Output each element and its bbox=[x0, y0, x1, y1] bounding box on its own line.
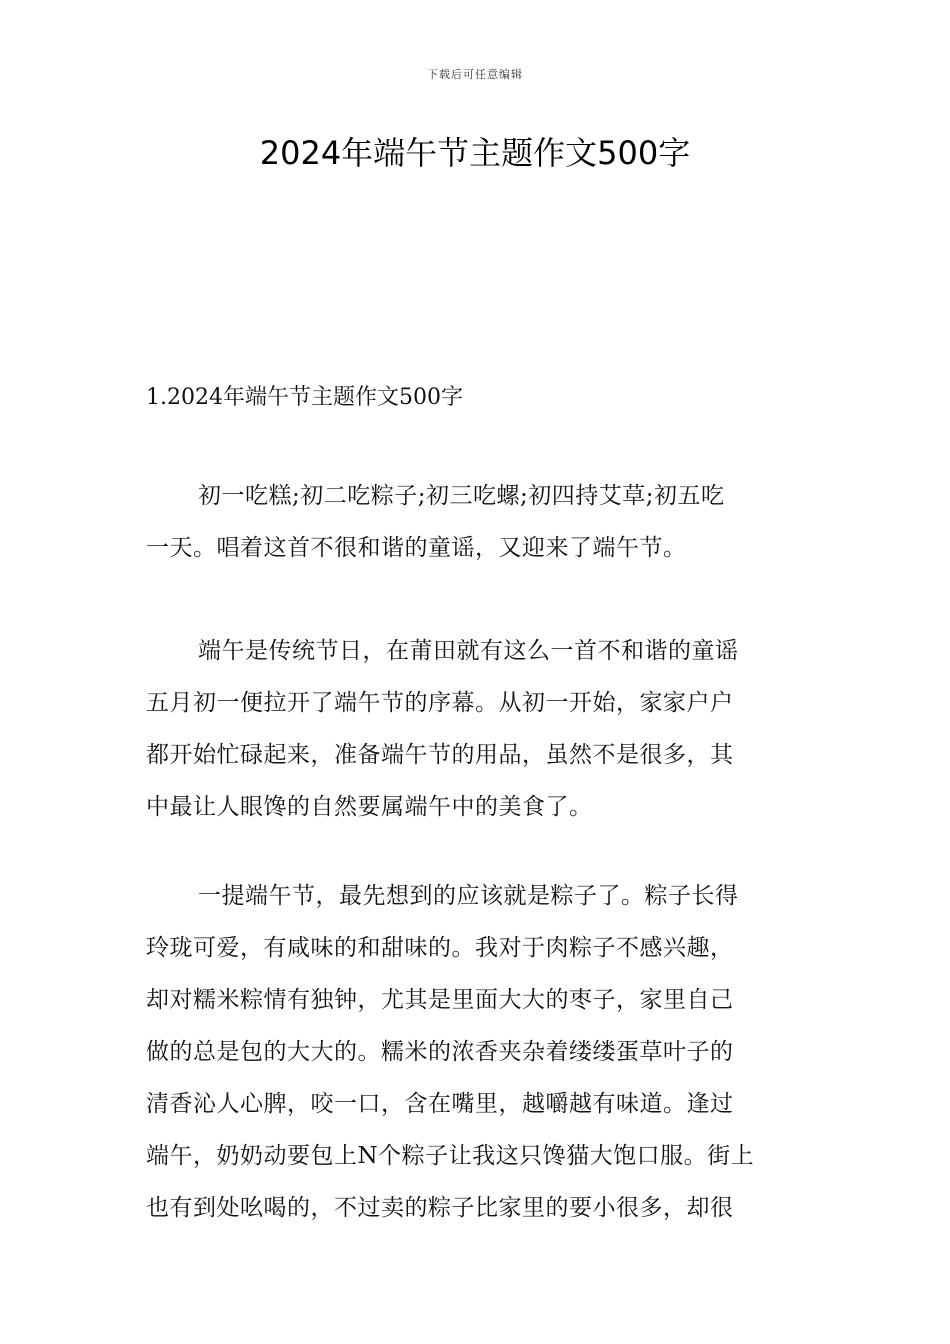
paragraph-line: 也有到处吆喝的，不过卖的粽子比家里的要小很多，却很 bbox=[146, 1195, 734, 1221]
paragraph-line: 中最让人眼馋的自然要属端午中的美食了。 bbox=[146, 794, 593, 820]
paragraph-1 bbox=[146, 470, 806, 574]
paragraph-3 bbox=[146, 870, 806, 1234]
paragraph-line: 一天。唱着这首不很和谐的童谣，又迎来了端午节。 bbox=[146, 535, 687, 561]
paragraph-line: 做的总是包的大大的。糯米的浓香夹杂着缕缕蛋草叶子的 bbox=[146, 1039, 734, 1065]
paragraph-line: 初一吃糕;初二吃粽子;初三吃螺;初四持艾草;初五吃 bbox=[198, 483, 725, 509]
paragraph-2 bbox=[146, 625, 806, 833]
section-heading: 1.2024年端午节主题作文500字 bbox=[146, 385, 463, 410]
paragraph-line: 都开始忙碌起来，准备端午节的用品，虽然不是很多，其 bbox=[146, 742, 734, 768]
paragraph-line: 五月初一便拉开了端午节的序幕。从初一开始，家家户户 bbox=[146, 690, 734, 716]
paragraph-line: 一提端午节，最先想到的应该就是粽子了。粽子长得 bbox=[198, 883, 739, 909]
header-note: 下载后可任意编辑 bbox=[427, 68, 523, 81]
paragraph-line: 玲珑可爱，有咸味的和甜味的。我对于肉粽子不感兴趣， bbox=[146, 935, 734, 961]
paragraph-line: 端午，奶奶动要包上N个粽子让我这只馋猫大饱口服。街上 bbox=[146, 1143, 755, 1169]
paragraph-line: 清香沁人心脾，咬一口，含在嘴里，越嚼越有味道。逢过 bbox=[146, 1091, 734, 1117]
paragraph-line: 端午是传统节日，在莆田就有这么一首不和谐的童谣 bbox=[198, 638, 739, 664]
paragraph-line: 却对糯米粽情有独钟，尤其是里面大大的枣子，家里自己 bbox=[146, 987, 734, 1013]
document-title: 2024年端午节主题作文500字 bbox=[259, 134, 691, 172]
